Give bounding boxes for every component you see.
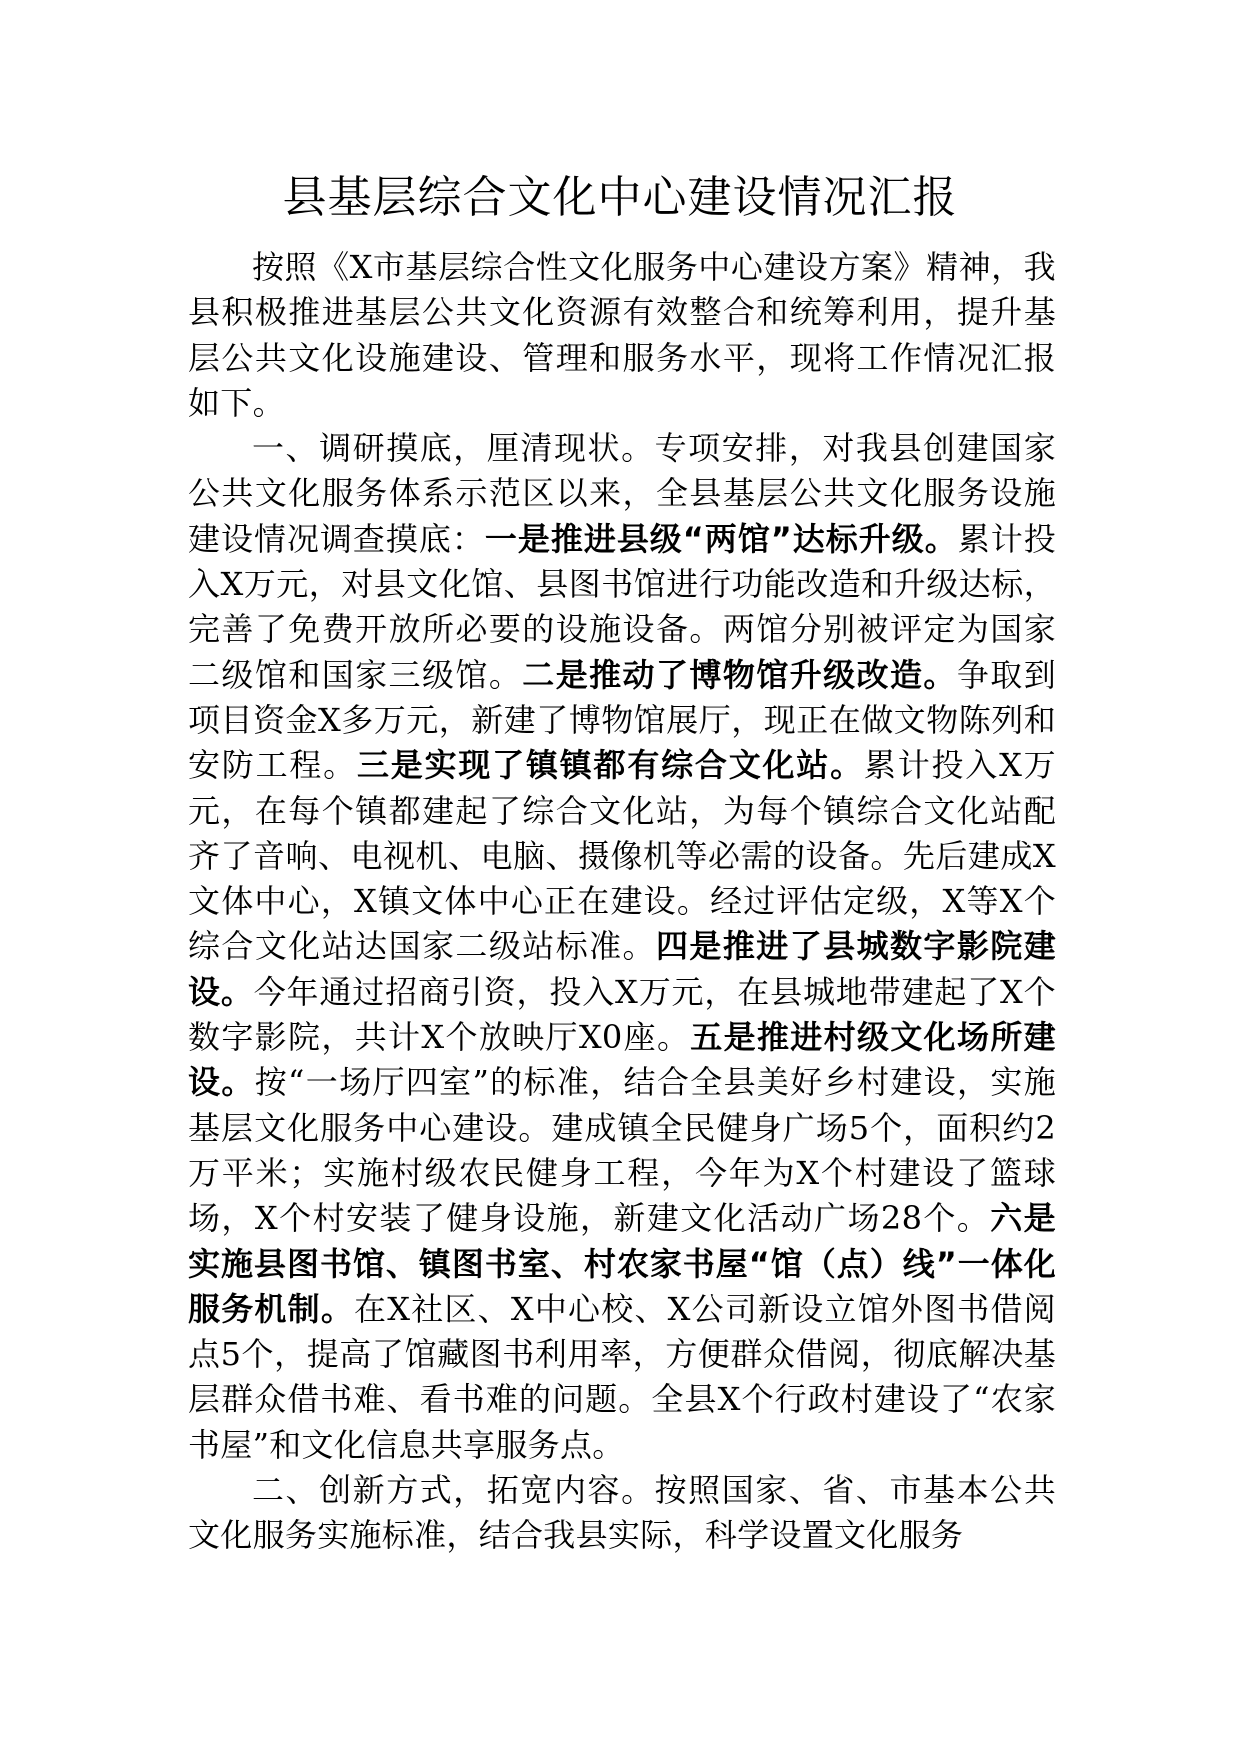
text-segment: 一、调研摸底，厘清现状。专项安排，对我县创建国家公共文化服务体系示范区以来，全县基层公共文化服务设施建设情况调查摸底： xyxy=(188,429,1056,558)
text-segment: 累计投入X万元，对县文化馆、县图书馆进行功能改造和升级达标，完善了免费开放所必要的设施设备。两馆分别被评定为国家二级馆和国家三级馆。 xyxy=(188,519,1056,694)
text-segment: 在X社区、X中心校、X公司新设立馆外图书借阅点5个，提高了馆藏图书利用率，方便群众借阅，彻底解决基层群众借书难、看书难的问题。全县X个行政村建设了“农家书屋”和文化信息共享服务点。 xyxy=(188,1289,1056,1464)
bold-heading: 六是实施县图书馆、镇图书室、村农家书屋“馆（点）线”一体化服务机制。 xyxy=(188,1199,1056,1328)
text-segment: 累计投入X万元，在每个镇都建起了综合文化站，为每个镇综合文化站配齐了音响、电视机、电脑、摄像机等必需的设备。先后建成X文体中心，X镇文体中心正在建设。经过评估定级，X等X个综合文化站达国家二级站标准。 xyxy=(188,746,1056,966)
text-segment: 二、创新方式，拓宽内容。按照国家、省、市基本公共文化服务实施标准，结合我县实际，科学设置文化服务 xyxy=(188,1471,1056,1555)
bold-heading: 一是推进县级“两馆”达标升级。 xyxy=(484,519,958,558)
bold-heading: 四是推进了县城数字影院建设。 xyxy=(188,927,1057,1011)
text-segment: 争取到项目资金X多万元，新建了博物馆展厅，现正在做文物陈列和安防工程。 xyxy=(188,655,1056,785)
document-title: 县基层综合文化中心建设情况汇报 xyxy=(282,172,958,223)
bold-heading: 三是实现了镇镇都有综合文化站。 xyxy=(356,746,864,785)
paragraph-section-two xyxy=(188,1468,1056,1559)
bold-heading: 五是推进村级文化场所建设。 xyxy=(188,1018,1056,1102)
text-segment: 按“一场厅四室”的标准，结合全县美好乡村建设，实施基层文化服务中心建设。建成镇全民健身广场5个，面积约2万平米；实施村级农民健身工程，今年为X个村建设了篮球场，X个村安装了健身设施，新建文化活动广场28个。 xyxy=(188,1063,1056,1238)
document-body xyxy=(188,245,1056,1559)
bold-heading: 二是推动了博物馆升级改造。 xyxy=(522,655,957,694)
text-segment: 今年通过招商引资，投入X万元，在县城地带建起了X个数字影院，共计X个放映厅X0座。 xyxy=(188,972,1056,1057)
text-segment: 按照《X市基层综合性文化服务中心建设方案》精神，我县积极推进基层公共文化资源有效整合和统筹利用，提升基层公共文化设施建设、管理和服务水平，现将工作情况汇报如下。 xyxy=(188,248,1056,422)
paragraph-intro xyxy=(188,245,1056,426)
paragraph-section-one xyxy=(188,426,1056,1468)
